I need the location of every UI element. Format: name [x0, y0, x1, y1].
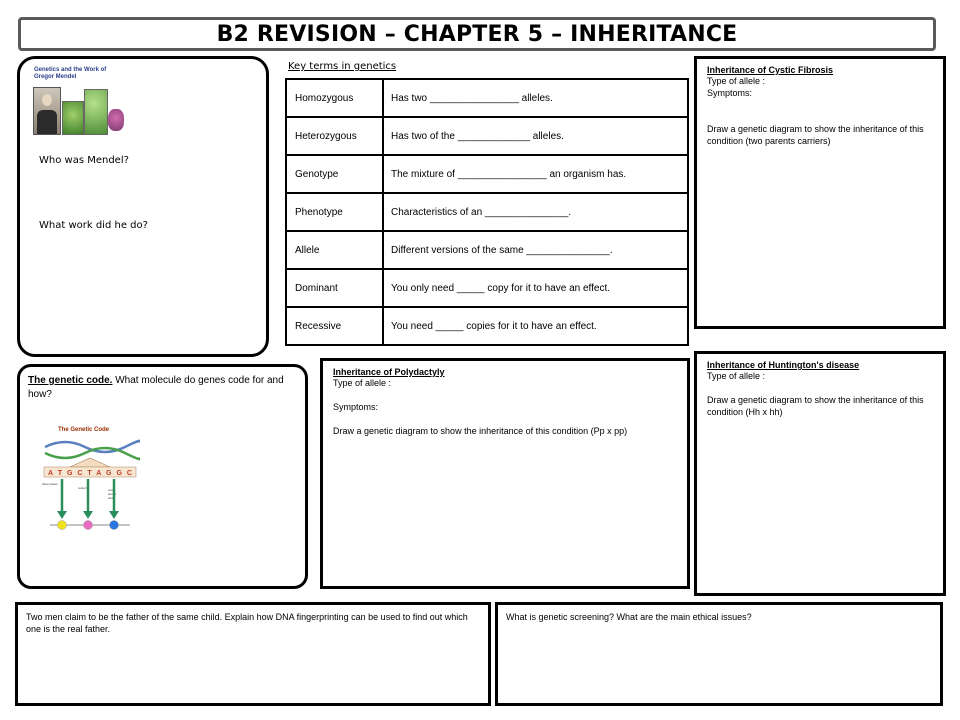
table-row [285, 192, 689, 232]
term-cell: Phenotype [287, 194, 384, 230]
mendel-question-2: What work did he do? [39, 220, 148, 231]
definition-cell: Different versions of the same _______________. [391, 244, 613, 256]
base-sequence: A T G C T A G G C [48, 470, 134, 477]
arrow-down-icon [83, 511, 93, 519]
definition-cell: Has two ________________ alleles. [391, 92, 553, 104]
genetic-code-diagram [40, 423, 140, 531]
table-row [285, 306, 689, 346]
definition-cell: You only need _____ copy for it to have an effect. [391, 282, 611, 294]
diagram-heading: The Genetic Code [58, 427, 110, 433]
mrna-bracket-icon [70, 458, 110, 467]
table-row [285, 154, 689, 194]
cystic-fibrosis-panel [694, 56, 946, 329]
pea-flower-photo [108, 109, 124, 131]
pea-plant-photo [84, 89, 108, 135]
table-row [285, 230, 689, 270]
page-title-banner [18, 17, 936, 51]
table-row [285, 268, 689, 308]
diagram-label: acid [108, 496, 114, 500]
dna-strand-icon [45, 448, 140, 459]
key-terms-heading: Key terms in genetics [288, 61, 397, 72]
mendel-image [30, 67, 130, 137]
term-cell: Homozygous [287, 80, 384, 116]
table-row [285, 116, 689, 156]
arrow-down-icon [109, 511, 119, 519]
genetic-screening-question: What is genetic screening? What are the main ethical issues? [506, 612, 752, 622]
term-cell: Heterozygous [287, 118, 384, 154]
allele-type-prompt: Type of allele : [333, 378, 392, 388]
genetic-code-question [28, 374, 288, 402]
dna-fingerprinting-panel [15, 602, 491, 706]
mendel-portrait [33, 87, 61, 135]
genetic-diagram-prompt: Draw a genetic diagram to show the inheritance of this condition (Hh x hh) [707, 395, 924, 417]
genetic-code-title: The genetic code. [28, 375, 113, 386]
genetic-code-prompt: What molecule do genes code for and how? [28, 375, 284, 400]
pea-plant-photo [62, 101, 84, 135]
definition-cell: You need _____ copies for it to have an effect. [391, 320, 597, 332]
genetic-diagram-prompt: Draw a genetic diagram to show the inheritance of this condition (Pp x pp) [333, 426, 628, 436]
diagram-label: code for [78, 486, 89, 490]
genetic-diagram-prompt: Draw a genetic diagram to show the inheritance of this condition (two parents carriers) [707, 124, 924, 146]
huntingtons-panel [694, 351, 946, 596]
genetic-screening-panel [495, 602, 943, 706]
dna-fingerprinting-question: Two men claim to be the father of the same child. Explain how DNA fingerprinting can be used to find out which one is the real father. [26, 612, 468, 634]
definition-cell: Has two of the _____________ alleles. [391, 130, 564, 142]
allele-type-prompt: Type of allele : [707, 76, 766, 86]
term-cell: Genotype [287, 156, 384, 192]
allele-type-prompt: Type of allele : [707, 371, 766, 381]
mendel-image-caption: Genetics and the Work of Gregor Mendel [34, 67, 107, 80]
mendel-question-1: Who was Mendel? [39, 155, 129, 166]
mendel-panel [17, 56, 269, 357]
term-cell: Dominant [287, 270, 384, 306]
huntingtons-title: Inheritance of Huntington's disease [707, 360, 860, 370]
term-cell: Recessive [287, 308, 384, 344]
arrow-down-icon [57, 511, 67, 519]
cystic-fibrosis-title: Inheritance of Cystic Fibrosis [707, 65, 834, 75]
definition-cell: Characteristics of an _______________. [391, 206, 572, 218]
amino-acid-icon [84, 521, 93, 530]
term-cell: Allele [287, 232, 384, 268]
diagram-label: one [108, 488, 114, 492]
table-row [285, 78, 689, 118]
diagram-label: amino [108, 492, 117, 496]
symptoms-prompt: Symptoms: [333, 402, 379, 412]
symptoms-prompt: Symptoms: [707, 88, 753, 98]
amino-acid-icon [58, 521, 67, 530]
polydactyly-panel [320, 358, 690, 589]
diagram-label: three bases [42, 482, 58, 486]
definition-cell: The mixture of ________________ an organism has. [391, 168, 627, 180]
genetic-code-panel [17, 364, 308, 589]
amino-acid-icon [110, 521, 119, 530]
page-title: B2 REVISION – CHAPTER 5 – INHERITANCE [216, 21, 738, 47]
polydactyly-title: Inheritance of Polydactyly [333, 367, 445, 377]
